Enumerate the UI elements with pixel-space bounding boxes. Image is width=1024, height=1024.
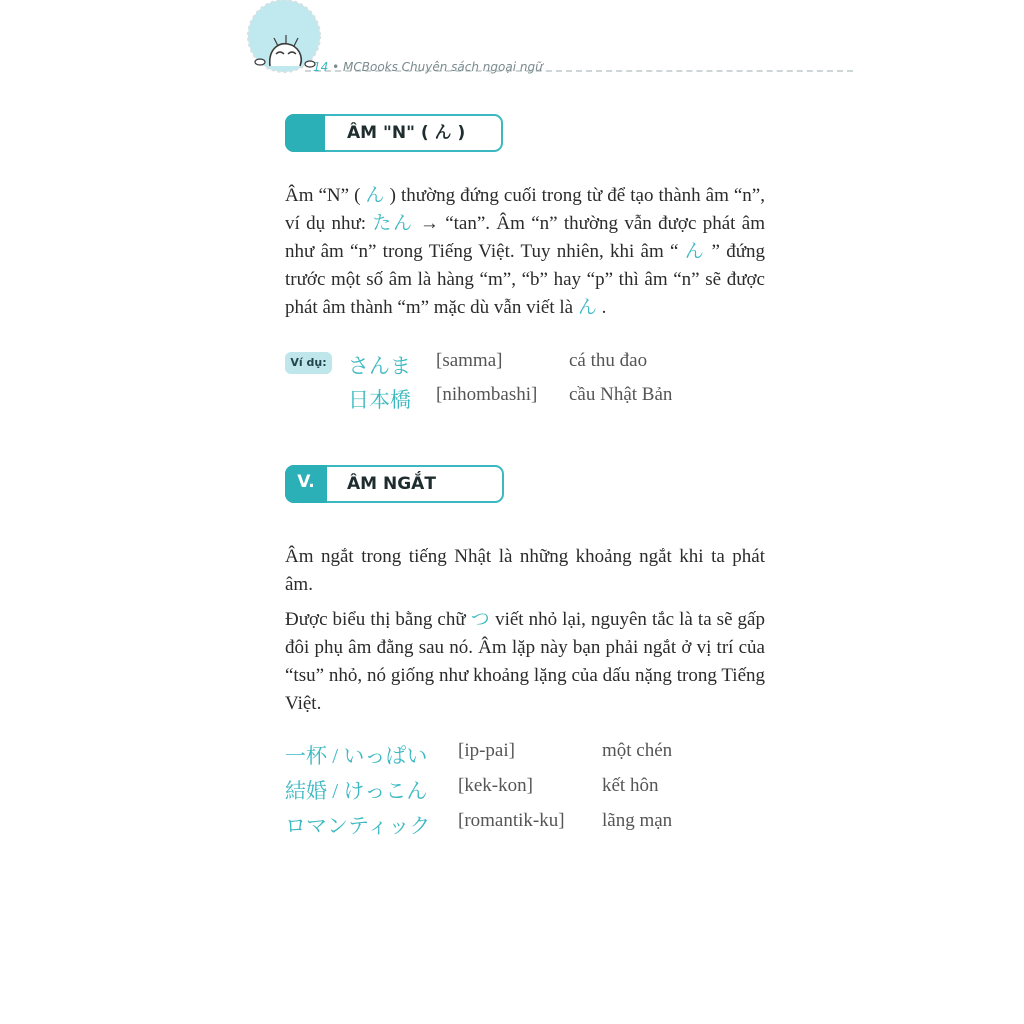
example-japanese: 結婚 / けっこん xyxy=(285,779,428,803)
running-header xyxy=(313,60,543,74)
am-ngat-paragraph-2 xyxy=(285,606,765,718)
example-label-badge: Ví dụ: xyxy=(285,352,332,374)
example-romaji: [nihombashi] xyxy=(436,384,538,405)
text-run: viết nhỏ lại, nguyên tắc là ta sẽ gấp đôi phụ âm đằng sau nó. Âm lặp này bạn phải ngắt ở vị trí của “tsu” nhỏ, nó giống như khoảng lặng của dấu nặng trong Tiếng Việt. xyxy=(285,609,765,714)
am-n-paragraph xyxy=(285,182,765,322)
kana-n: ん xyxy=(684,241,706,262)
example-japanese: 日本橋 xyxy=(348,388,411,412)
example-japanese: ロマンティック xyxy=(285,814,431,838)
publisher-name: MCBooks Chuyên sách ngoại ngữ xyxy=(343,60,543,74)
section-tab xyxy=(285,465,327,503)
section-heading-am-n xyxy=(285,114,503,152)
kana-tan: たん xyxy=(372,213,414,234)
kana-tsu: つ xyxy=(470,609,491,630)
text-run: ” đứng trước một số âm là hàng “m”, “b” hay “p” thì âm “n” sẽ được phát âm thành “m” mặc dù vẫn viết là xyxy=(285,241,766,318)
section-heading-am-ngat xyxy=(285,465,504,503)
example-japanese: さんま xyxy=(348,354,411,378)
section-title: ÂM "N" ( ん ) xyxy=(347,123,466,143)
example-romaji: [samma] xyxy=(436,350,503,371)
example-meaning: cá thu đao xyxy=(569,350,648,371)
example-romaji: [kek-kon] xyxy=(458,775,533,796)
am-ngat-paragraph-1: Âm ngắt trong tiếng Nhật là những khoảng ngắt khi ta phát âm. xyxy=(285,546,765,595)
text-run: Âm “N” ( xyxy=(285,185,366,206)
section-tab xyxy=(285,114,325,152)
text-run: → “tan”. Âm “n” thường vẫn được phát âm như âm “n” trong Tiếng Việt. Tuy nhiên, khi âm “ xyxy=(285,213,765,262)
text-run: Được biểu thị bằng chữ xyxy=(285,609,471,630)
kana-n: ん xyxy=(365,185,385,206)
example-meaning: kết hôn xyxy=(602,775,659,796)
example-romaji: [ip-pai] xyxy=(458,740,515,761)
example-meaning: một chén xyxy=(602,740,673,761)
text-run: ) thường đứng cuối trong từ để tạo thành âm “n”, ví dụ như: xyxy=(285,185,765,234)
example-meaning: cầu Nhật Bản xyxy=(569,384,673,405)
header-separator: • xyxy=(332,60,340,74)
example-meaning: lãng mạn xyxy=(602,810,673,831)
example-japanese: 一杯 / いっぱい xyxy=(285,744,428,768)
kana-n: ん xyxy=(577,297,597,318)
page-number: 14 xyxy=(313,60,329,74)
section-number: V. xyxy=(297,472,315,492)
example-romaji: [romantik-ku] xyxy=(458,810,565,831)
section-title: ÂM NGẮT xyxy=(347,474,436,494)
text-run: . xyxy=(596,297,607,318)
